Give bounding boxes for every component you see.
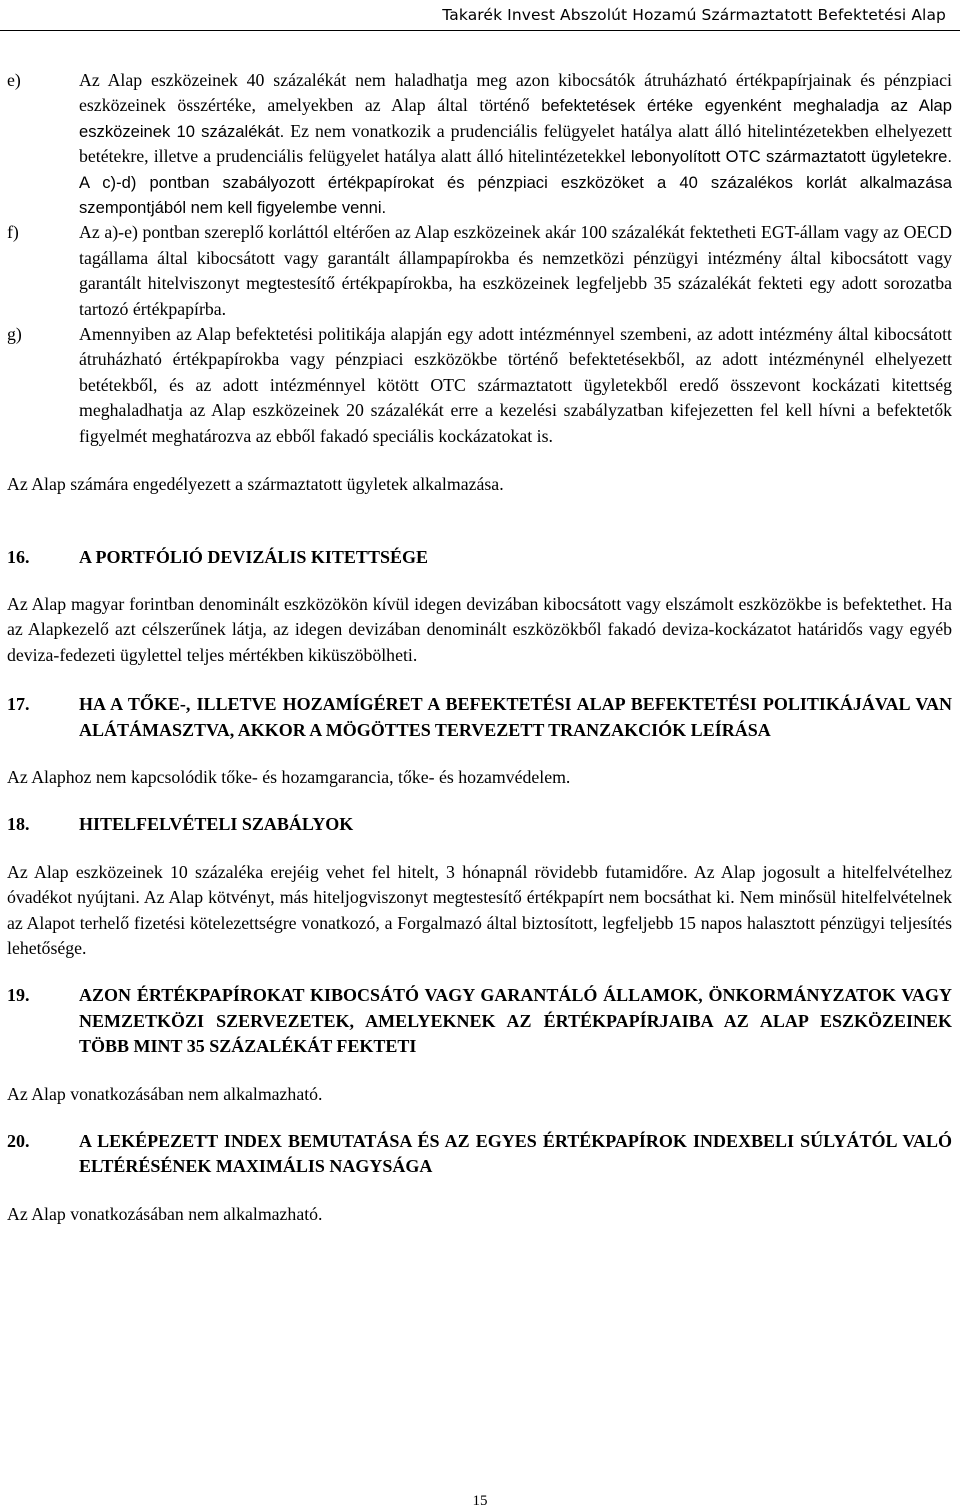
section-title: HA A TŐKE-, ILLETVE HOZAMÍGÉRET A BEFEKTETÉSI ALAP BEFEKTETÉSI POLITIKÁJÁVAL VAN ALÁTÁMASZTVA, AKKOR A MÖGÖTTES TERVEZETT TRANZAKCIÓK LEÍRÁSA	[79, 694, 952, 740]
list-marker: f)	[7, 222, 19, 243]
section-heading-17	[7, 692, 952, 743]
section-heading-16	[7, 545, 952, 570]
section-heading-20	[7, 1129, 952, 1180]
list-item-e	[7, 68, 952, 220]
section-title: HITELFELVÉTELI SZABÁLYOK	[79, 814, 354, 835]
section-heading-18	[7, 812, 952, 837]
text-run-sans: befektetések értéke egyenként meghaladja az Alap eszközeinek 10 százalékát.	[79, 96, 952, 141]
section-title: A PORTFÓLIÓ DEVIZÁLIS KITETTSÉGE	[79, 546, 428, 567]
list-marker: g)	[7, 324, 22, 345]
page-content	[7, 68, 952, 1227]
document-title: Takarék Invest Abszolút Hozamú Származtatott Befektetési Alap	[442, 6, 946, 24]
section-number: 19.	[7, 985, 30, 1006]
section-body: Az Alap vonatkozásában nem alkalmazható.	[7, 1083, 323, 1104]
list-item-f	[7, 220, 952, 322]
list-item-g	[7, 322, 952, 449]
page-header	[0, 0, 960, 34]
section-body: Az Alap vonatkozásában nem alkalmazható.	[7, 1203, 323, 1224]
section-body: Az Alap eszközeinek 10 százaléka erejéig vehet fel hitelt, 3 hónapnál rövidebb futamidőre. Az Alap jogosult a hitelfelvételhez óvadékot nyújtani. Az Alap kötvényt, más hiteljogviszonyt megtestesítő értékpapírt nem bocsáthat ki. Nem minősül hitelfelvételnek az Alapot terhelő fizetési kötelezettségre vonatkozó, a Forgalmazó által biztosított, legfeljebb 15 napos halasztott pénzügyi teljesítés lehetősége.	[7, 861, 952, 958]
derivatives-note: Az Alap számára engedélyezett a származtatott ügyletek alkalmazása.	[7, 474, 504, 495]
text-run: Az Alap eszközeinek 40 százalékát nem haladhatja meg azon kibocsátók átruházható értékpapírjainak és pénzpiaci eszközeinek összértéke, amelyekben az Alap által történő	[79, 70, 952, 116]
list-item-text	[79, 68, 952, 220]
text-run-sans: lebonyolított OTC származtatott ügyletekre. A c)-d) pontban szabályozott értékpapírokat és pénzpiaci eszközöket a 40 százalékos korlát alkalmazása szempontjából nem kell figyelembe venni.	[79, 147, 952, 218]
section-number: 18.	[7, 814, 30, 835]
header-divider	[0, 30, 960, 31]
section-title: AZON ÉRTÉKPAPÍROKAT KIBOCSÁTÓ VAGY GARANTÁLÓ ÁLLAMOK, ÖNKORMÁNYZATOK VAGY NEMZETKÖZI SZERVEZETEK, AMELYEKNEK AZ ÉRTÉKPAPÍRJAIBA AZ ALAP ESZKÖZEINEK TÖBB MINT 35 SZÁZALÉKÁT FEKTETI	[79, 985, 952, 1057]
section-number: 20.	[7, 1131, 30, 1151]
list-marker: e)	[7, 70, 21, 90]
text-run: Ez nem vonatkozik a prudenciális felügyelet hatálya alatt álló hitelintézetekben elhelyezett betétekre, illetve a prudenciális felügyelet hatálya alatt álló hitelintézetekkel	[79, 120, 952, 167]
list-item-text: Amennyiben az Alap befektetési politikája alapján egy adott intézménnyel szembeni, az adott intézmény által kibocsátott átruházható értékpapírokba vagy pénzpiaci eszközökbe történő befektetésekből, az adott intézménynél elhelyezett betétekből, és az adott intézménnyel kötött OTC származtatott ügyletekből eredő összevont kockázati kitettség meghaladhatja az Alap eszközeinek 20 százalékát erre a kezelési szabályzatban kifejezetten fel kell hívni a befektetők figyelmét meghatározva az ebből fakadó speciális kockázatokat is.	[79, 324, 952, 446]
section-body: Az Alaphoz nem kapcsolódik tőke- és hozamgarancia, tőke- és hozamvédelem.	[7, 766, 571, 787]
section-number: 16.	[7, 546, 30, 567]
section-heading-19	[7, 983, 952, 1059]
section-title: A LEKÉPEZETT INDEX BEMUTATÁSA ÉS AZ EGYES ÉRTÉKPAPÍROK INDEXBELI SÚLYÁTÓL VALÓ ELTÉRÉSÉNEK MAXIMÁLIS NAGYSÁGA	[79, 1131, 952, 1177]
section-body: Az Alap magyar forintban denominált eszközökön kívül idegen devizában kibocsátott vagy elszámolt eszközökbe is befektethet. Ha az Alapkezelő azt célszerűnek látja, az idegen devizában denominált eszközökből fakadó deviza-kockázatot határidős vagy egyéb deviza-fedezeti ügylettel teljes mértékben kiküszöbölheti.	[7, 593, 952, 665]
list-item-text: Az a)-e) pontban szereplő korláttól eltérően az Alap eszközeinek akár 100 százalékát fektetheti EGT-állam vagy az OECD tagállama által kibocsátott vagy garantált állampapírokba és nemzetközi pénzügyi intézmény által kibocsátott vagy garantált hitelviszonyt megtestesítő értékpapírokba, ha eszközeinek legfeljebb 35 százalékát fekteti egy adott sorozatba tartozó értékpapírba.	[79, 222, 952, 319]
page-number: 15	[472, 1493, 488, 1509]
section-number: 17.	[7, 694, 30, 715]
